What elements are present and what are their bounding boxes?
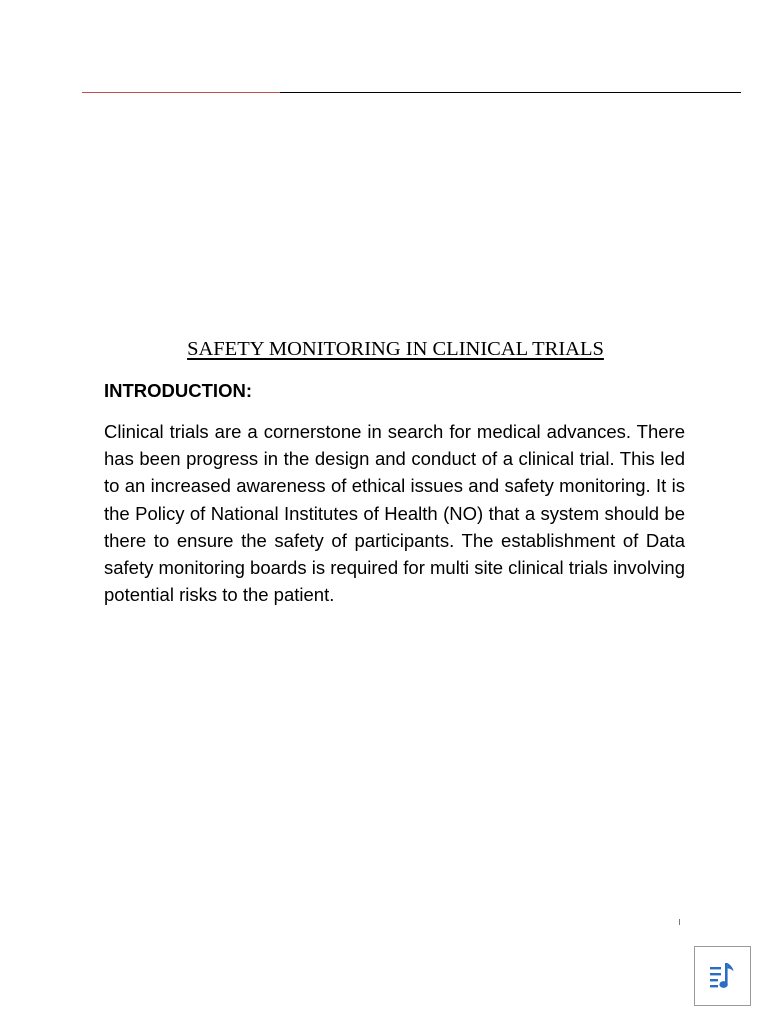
introduction-paragraph: Clinical trials are a cornerstone in search for medical advances. There has been progress in the design and conduct of a clinical trial. This led to an increased awareness of ethical issues and safety monitoring. It is the Policy of National Institutes of Health (NO) that a system should be there to ensure the safety of participants. The establishment of Data safety monitoring boards is required for multi site clinical trials involving potential risks to the patient. xyxy=(104,421,685,606)
playlist-music-icon xyxy=(708,959,738,993)
page-tick-mark xyxy=(679,919,680,925)
header-rule-accent xyxy=(82,92,280,93)
section-heading-introduction: INTRODUCTION: xyxy=(104,380,252,401)
document-title: SAFETY MONITORING IN CLINICAL TRIALS xyxy=(187,338,604,360)
playlist-button[interactable] xyxy=(694,946,751,1006)
